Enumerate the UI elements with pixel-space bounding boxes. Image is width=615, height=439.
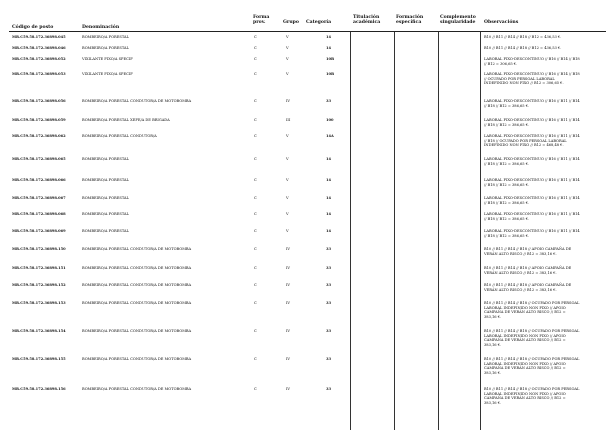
row-categoria: 14	[326, 46, 332, 50]
row-forma-prov: C	[254, 118, 257, 122]
row-grupo: V	[286, 196, 289, 200]
header-rule	[9, 31, 606, 32]
row-grupo: V	[286, 57, 289, 61]
row-grupo: IV	[286, 357, 291, 361]
row-grupo: III	[286, 118, 291, 122]
row-observacions	[484, 157, 604, 166]
row-denominacion: BOMBEIRO/A FORESTAL CONDUTOR/A DE MOTOBOMBA	[82, 266, 192, 270]
row-observacions	[484, 283, 604, 292]
row-grupo: IV	[286, 387, 291, 391]
row-forma-prov: C	[254, 247, 257, 251]
column-divider	[350, 32, 351, 430]
row-denominacion: BOMBEIRO/A FORESTAL	[82, 157, 130, 161]
row-categoria: 33	[326, 266, 332, 270]
header-complemento-line2: singularidade	[440, 20, 476, 25]
observacion-line: LABORAL FIXO-DESCONTINUO // B16 // B11 // B14	[484, 118, 580, 122]
row-code: MR.C59.58.172.36898.154	[12, 329, 66, 333]
row-observacions	[484, 57, 604, 66]
row-observacions	[484, 72, 604, 86]
row-forma-prov: C	[254, 196, 257, 200]
header-titulacion-line2: académica	[353, 20, 381, 25]
row-code: MR.C59.58.172.36898.052	[12, 57, 66, 61]
row-denominacion: BOMBEIRO/A FORESTAL	[82, 212, 130, 216]
row-forma-prov: C	[254, 283, 257, 287]
row-code: MR.C59.58.172.36898.059	[12, 118, 66, 122]
row-grupo: V	[286, 157, 289, 161]
row-code: MR.C59.58.172.36898.153	[12, 301, 66, 305]
observacion-line: LABORAL FIXO-DESCONTINUO // B16 // B11 // B14	[484, 196, 580, 200]
header-codigo: Código de posto	[12, 25, 54, 30]
observacion-line: LABORAL INDEFINIDO NON FIXO // APOIO	[484, 391, 566, 396]
row-categoria: 33	[326, 387, 332, 391]
header-grupo: Grupo	[283, 20, 299, 25]
observacion-line: 383,16 €.	[484, 314, 502, 319]
header-categoria: Categoría	[306, 20, 332, 25]
row-code: MR.C59.58.172.36898.151	[12, 266, 66, 270]
row-code: MR.C59.58.172.36898.056	[12, 99, 66, 103]
observacion-line: LABORAL FIXO-DESCONTINUO // B16 // B11 // B14	[484, 134, 580, 138]
row-categoria: 33	[326, 329, 332, 333]
header-complemento-line1: Complemento	[440, 15, 476, 20]
row-observacions	[484, 35, 604, 40]
row-denominacion: BOMBEIRO/A FORESTAL CONDUTOR/A DE MOTOBOMBA	[82, 329, 192, 333]
row-code: MR.C59.58.172.36898.152	[12, 283, 66, 287]
row-grupo: V	[286, 229, 289, 233]
row-denominacion: BOMBEIRO/A FORESTAL	[82, 178, 130, 182]
row-grupo: V	[286, 35, 289, 39]
row-code: MR.C59.58.172.36898.062	[12, 134, 66, 138]
observacion-line: VERÁN ALTO RISCO // B12 = 383,16 €.	[484, 270, 557, 275]
row-code: MR.C59.58.172.36898.065	[12, 157, 66, 161]
row-categoria: 14	[326, 229, 332, 233]
observacion-line: B10 // B11 // B14 // B18 // B12 = 436,53 €.	[484, 35, 562, 39]
observacion-line: LABORAL INDEFINIDO NON FIXO // APOIO	[484, 361, 566, 366]
row-observacions	[484, 329, 604, 347]
row-forma-prov: C	[254, 35, 257, 39]
row-categoria: 14	[326, 157, 332, 161]
row-observacions	[484, 266, 604, 275]
row-observacions	[484, 212, 604, 221]
observacion-line: B10 // B11 // B14 // B18 // B12 = 436,53 €.	[484, 46, 562, 50]
observacion-line: B10 // B11 // B14 // B18 // OCUPADO POR PERSOAL	[484, 301, 580, 305]
row-grupo: IV	[286, 283, 291, 287]
row-grupo: IV	[286, 301, 291, 305]
row-observacions	[484, 46, 604, 51]
row-forma-prov: C	[254, 229, 257, 233]
row-observacions	[484, 134, 604, 148]
row-categoria: 33	[326, 99, 332, 103]
row-forma-prov: C	[254, 387, 257, 391]
row-observacions	[484, 196, 604, 205]
row-observacions	[484, 178, 604, 187]
row-categoria: 14	[326, 178, 332, 182]
observacion-line: // OCUPADO POR PERSOAL LABORAL	[484, 76, 555, 81]
row-forma-prov: C	[254, 157, 257, 161]
header-formacion-line1: Formación	[396, 15, 424, 20]
observacion-line: INDEFINIDO NON FIXO // B12 = 306,65 €.	[484, 81, 564, 86]
observacion-line: B10 // B11 // B14 // B18 // APOIO CAMPAÑA DE	[484, 283, 572, 287]
observacion-line: // B18 // B12 = 386,65 €.	[484, 216, 530, 221]
observacion-line: 383,16 €.	[484, 400, 502, 405]
observacion-line: LABORAL INDEFINIDO NON FIXO // APOIO	[484, 305, 566, 310]
row-grupo: IV	[286, 99, 291, 103]
row-denominacion: BOMBEIRO/A FORESTAL CONDUTOR/A DE MOTOBOMBA	[82, 247, 192, 251]
row-forma-prov: C	[254, 99, 257, 103]
row-denominacion: VIXILANTE FIXO/A SPECIF	[82, 57, 133, 61]
observacion-line: 383,16 €.	[484, 342, 502, 347]
row-forma-prov: C	[254, 329, 257, 333]
row-denominacion: BOMBEIRO/A FORESTAL	[82, 35, 130, 39]
column-divider	[438, 32, 439, 430]
observacion-line: LABORAL FIXO-DESCONTINUO // B16 // B14 // B18	[484, 72, 580, 76]
row-observacions	[484, 357, 604, 375]
row-categoria: 14	[326, 212, 332, 216]
row-grupo: V	[286, 72, 289, 76]
observacion-line: // B18 // OCUPADO POR PERSOAL LABORAL	[484, 138, 567, 143]
row-observacions	[484, 229, 604, 238]
row-denominacion: BOMBEIRO/A FORESTAL XEFE/A DE BRIGADA	[82, 118, 170, 122]
row-observacions	[484, 247, 604, 256]
row-categoria: 100	[326, 118, 334, 122]
row-code: MR.C59.58.172.36898.155	[12, 357, 66, 361]
row-categoria: 14	[326, 35, 332, 39]
observacion-line: B10 // B11 // B14 // B18 // APOIO CAMPAÑA DE	[484, 266, 572, 270]
header-forma-prov-line2: prov.	[253, 20, 266, 25]
row-observacions	[484, 387, 604, 405]
observacion-line: 383,16 €.	[484, 370, 502, 375]
column-divider	[394, 32, 395, 430]
row-forma-prov: C	[254, 46, 257, 50]
observacion-line: LABORAL FIXO-DESCONTINUO // B16 // B11 // B14	[484, 178, 580, 182]
observacion-line: B10 // B11 // B14 // B18 // OCUPADO POR PERSOAL	[484, 357, 580, 361]
observacion-line: LABORAL FIXO-DESCONTINUO // B16 // B11 // B14	[484, 157, 580, 161]
observacion-line: LABORAL INDEFINIDO NON FIXO // APOIO	[484, 333, 566, 338]
observacion-line: CAMPAÑA DE VERÁN ALTO RISCO // B12 =	[484, 310, 566, 315]
observacion-line: // B18 // B12 = 386,65 €.	[484, 103, 530, 108]
row-categoria: 33	[326, 357, 332, 361]
header-titulacion-line1: Titulación	[353, 15, 380, 20]
header-forma-prov-line1: Forma	[253, 15, 270, 20]
row-code: MR.C59.58.172.36898.045	[12, 35, 66, 39]
observacion-line: B10 // B11 // B14 // B18 // OCUPADO POR PERSOAL	[484, 329, 580, 333]
column-divider	[480, 32, 481, 430]
observacion-line: LABORAL FIXO-DESCONTINUO // B16 // B14 // B18	[484, 57, 580, 61]
header-formacion-line2: específica	[396, 20, 422, 25]
row-code: MR.C59.58.172.36898.068	[12, 212, 66, 216]
row-observacions	[484, 301, 604, 319]
row-categoria: 10B	[326, 57, 335, 61]
row-code: MR.C59.58.172.36898.046	[12, 46, 66, 50]
observacion-line: CAMPAÑA DE VERÁN ALTO RISCO // B12 =	[484, 366, 566, 371]
row-categoria: 33	[326, 283, 332, 287]
observacion-line: B10 // B11 // B14 // B18 // APOIO CAMPAÑA DE	[484, 247, 572, 251]
observacion-line: // B18 // B12 = 386,65 €.	[484, 122, 530, 127]
row-denominacion: BOMBEIRO/A FORESTAL CONDUTOR/A DE MOTOBOMBA	[82, 283, 192, 287]
row-denominacion: BOMBEIRO/A FORESTAL	[82, 46, 130, 50]
observacion-line: VERÁN ALTO RISCO // B12 = 383,16 €.	[484, 287, 557, 292]
row-code: MR.C59.58.172.36898.156	[12, 387, 66, 391]
observacion-line: VERÁN ALTO RISCO // B12 = 383,16 €.	[484, 251, 557, 256]
row-grupo: V	[286, 134, 289, 138]
observacion-line: // B18 // B12 = 386,65 €.	[484, 200, 530, 205]
row-grupo: V	[286, 212, 289, 216]
row-denominacion: BOMBEIRO/A FORESTAL CONDUTOR/A DE MOTOBOMBA	[82, 357, 192, 361]
row-denominacion: BOMBEIRO/A FORESTAL CONDUTOR/A DE MOTOBOMBA	[82, 301, 192, 305]
row-forma-prov: C	[254, 72, 257, 76]
row-observacions	[484, 99, 604, 108]
row-categoria: 10B	[326, 72, 335, 76]
observacion-line: B10 // B11 // B14 // B18 // OCUPADO POR PERSOAL	[484, 387, 580, 391]
row-forma-prov: C	[254, 57, 257, 61]
header-denominacion: Denominación	[82, 25, 120, 30]
row-denominacion: BOMBEIRO/A FORESTAL CONDUTOR/A DE MOTOBOMBA	[82, 99, 192, 103]
row-grupo: V	[286, 178, 289, 182]
row-code: MR.C59.58.172.36898.069	[12, 229, 66, 233]
row-forma-prov: C	[254, 134, 257, 138]
row-categoria: 14	[326, 196, 332, 200]
row-grupo: IV	[286, 266, 291, 270]
row-denominacion: BOMBEIRO/A FORESTAL CONDUTOR/A DE MOTOBOMBA	[82, 387, 192, 391]
observacion-line: CAMPAÑA DE VERÁN ALTO RISCO // B12 =	[484, 338, 566, 343]
observacion-line: // B18 // B12 = 386,65 €.	[484, 161, 530, 166]
row-categoria: 33	[326, 247, 332, 251]
observacion-line: LABORAL FIXO-DESCONTINUO // B16 // B11 // B14	[484, 212, 580, 216]
row-code: MR.C59.58.172.36898.066	[12, 178, 66, 182]
observacion-line: // B12 = 306,65 €.	[484, 61, 518, 66]
row-grupo: V	[286, 46, 289, 50]
row-code: MR.C59.58.172.36898.150	[12, 247, 66, 251]
row-denominacion: VIXILANTE FIXO/A SPECIF	[82, 72, 133, 76]
observacion-line: INDEFINIDO NON FIXO // B12 = 468,48 €.	[484, 143, 564, 148]
row-categoria: 14A	[326, 134, 334, 138]
row-categoria: 33	[326, 301, 332, 305]
observacion-line: LABORAL FIXO-DESCONTINUO // B16 // B11 // B14	[484, 99, 580, 103]
row-denominacion: BOMBEIRO/A FORESTAL CONDUTOR/A	[82, 134, 157, 138]
row-forma-prov: C	[254, 178, 257, 182]
row-forma-prov: C	[254, 301, 257, 305]
row-denominacion: BOMBEIRO/A FORESTAL	[82, 229, 130, 233]
row-forma-prov: C	[254, 266, 257, 270]
row-forma-prov: C	[254, 212, 257, 216]
row-code: MR.C59.58.172.36898.067	[12, 196, 66, 200]
observacion-line: // B18 // B12 = 386,65 €.	[484, 233, 530, 238]
row-grupo: IV	[286, 329, 291, 333]
row-grupo: IV	[286, 247, 291, 251]
row-forma-prov: C	[254, 357, 257, 361]
row-observacions	[484, 118, 604, 127]
observacion-line: CAMPAÑA DE VERÁN ALTO RISCO // B12 =	[484, 396, 566, 401]
row-code: MR.C59.58.172.36898.053	[12, 72, 66, 76]
observacion-line: LABORAL FIXO-DESCONTINUO // B16 // B11 // B14	[484, 229, 580, 233]
row-denominacion: BOMBEIRO/A FORESTAL	[82, 196, 130, 200]
header-observacions: Observacións	[484, 20, 519, 25]
observacion-line: // B18 // B12 = 386,65 €.	[484, 182, 530, 187]
